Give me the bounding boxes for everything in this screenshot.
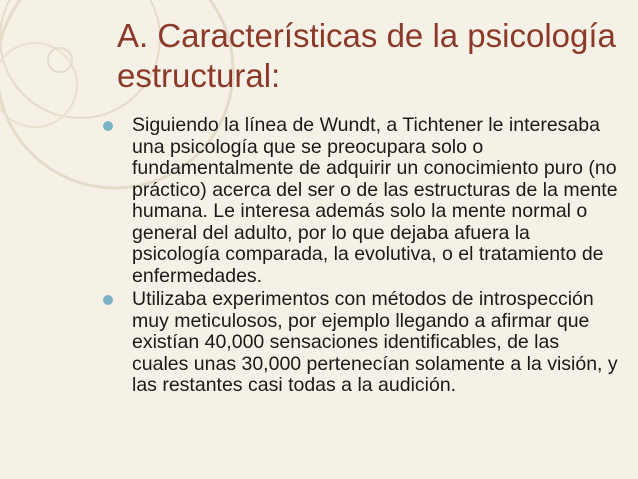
bullet-text: Siguiendo la línea de Wundt, a Tichtener le interesaba una psicología que se preocupara solo o fundamentalmente de adquirir un conocimiento puro (no práctico) acerca del ser o de las estructuras de la mente humana. Le interesa además solo la mente normal o general del adulto, por lo que dejaba afuera la psicología comparada, la evolutiva, o el tratamiento de enfermedades. xyxy=(132,114,618,287)
bullet-text: Utilizaba experimentos con métodos de introspección muy meticulosos, por ejemplo llegando a afirmar que existían 40,000 sensaciones identificables, de las cuales unas 30,000 pertenecían solamente a la visión, y las restantes casi todas a la audición. xyxy=(132,288,618,396)
decor-arc-inner xyxy=(0,43,77,127)
bullet-list xyxy=(100,115,620,399)
bullet-item xyxy=(100,115,620,287)
bullet-dot-icon xyxy=(103,295,113,305)
bullet-item xyxy=(100,289,620,397)
bullet-dot-icon xyxy=(103,121,113,131)
slide-title: A. Características de la psicología estructural: xyxy=(117,17,616,94)
